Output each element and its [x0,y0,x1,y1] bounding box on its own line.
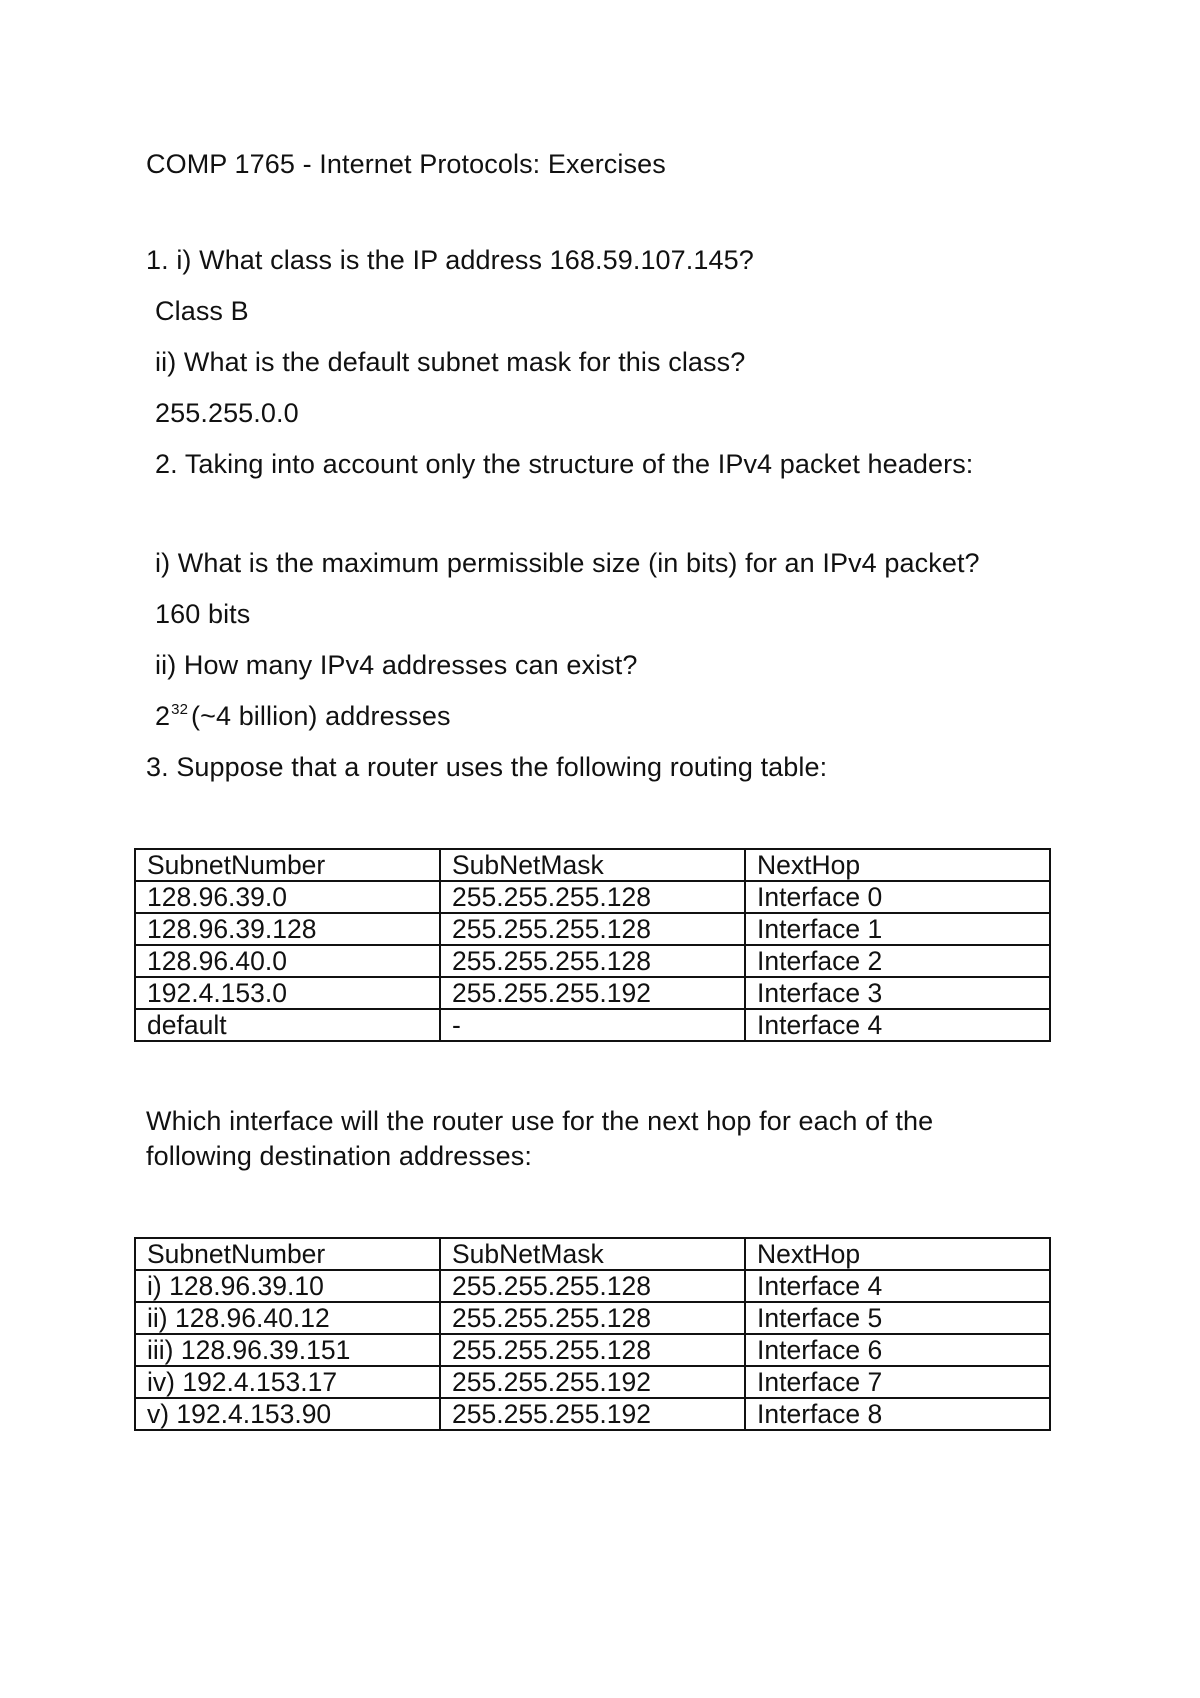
answer-2-ii-base: 2 [155,701,171,731]
answer-1-i: Class B [155,296,249,326]
question-1-i: 1. i) What class is the IP address 168.59.107.145? [146,245,754,275]
cell-subnet-mask: 255.255.255.128 [440,913,745,945]
header-subnet-number: SubnetNumber [135,1238,440,1270]
cell-next-hop: Interface 3 [745,977,1050,1009]
cell-next-hop: Interface 8 [745,1398,1050,1430]
cell-subnet-number: iv) 192.4.153.17 [135,1366,440,1398]
cell-subnet-mask: 255.255.255.128 [440,1270,745,1302]
cell-subnet-number: 128.96.39.128 [135,913,440,945]
answer-2-ii-rest: (~4 billion) addresses [191,701,451,731]
table-row [135,945,1050,977]
table-row [135,977,1050,1009]
table-row [135,1334,1050,1366]
cell-subnet-number: ii) 128.96.40.12 [135,1302,440,1334]
table-row [135,1302,1050,1334]
cell-next-hop: Interface 4 [745,1270,1050,1302]
header-subnet-mask: SubNetMask [440,849,745,881]
cell-subnet-mask: 255.255.255.192 [440,1398,745,1430]
document-title: COMP 1765 - Internet Protocols: Exercises [146,149,666,179]
cell-next-hop: Interface 2 [745,945,1050,977]
routing-table [134,848,1051,1042]
cell-next-hop: Interface 7 [745,1366,1050,1398]
table-row [135,1366,1050,1398]
table-row [135,1009,1050,1041]
answer-2-ii [155,700,451,737]
header-next-hop: NextHop [745,849,1050,881]
cell-subnet-number: i) 128.96.39.10 [135,1270,440,1302]
question-2-intro: 2. Taking into account only the structure of the IPv4 packet headers: [155,449,974,479]
table-row [135,913,1050,945]
table-header-row [135,1238,1050,1270]
cell-next-hop: Interface 1 [745,913,1050,945]
cell-subnet-mask: 255.255.255.128 [440,1302,745,1334]
question-1-ii: ii) What is the default subnet mask for this class? [155,347,746,377]
cell-next-hop: Interface 4 [745,1009,1050,1041]
cell-next-hop: Interface 6 [745,1334,1050,1366]
cell-subnet-number: 128.96.39.0 [135,881,440,913]
table-row [135,1270,1050,1302]
cell-subnet-number: 128.96.40.0 [135,945,440,977]
cell-subnet-number: v) 192.4.153.90 [135,1398,440,1430]
cell-subnet-mask: 255.255.255.192 [440,1366,745,1398]
question-2-i: i) What is the maximum permissible size (in bits) for an IPv4 packet? [155,548,980,578]
table-row [135,1398,1050,1430]
question-3-line-2: following destination addresses: [146,1141,532,1171]
question-3-intro: 3. Suppose that a router uses the following routing table: [146,752,828,782]
table-header-row [135,849,1050,881]
cell-subnet-number: 192.4.153.0 [135,977,440,1009]
cell-next-hop: Interface 5 [745,1302,1050,1334]
cell-subnet-mask: - [440,1009,745,1041]
cell-subnet-mask: 255.255.255.128 [440,1334,745,1366]
header-subnet-mask: SubNetMask [440,1238,745,1270]
question-3-line-1: Which interface will the router use for the next hop for each of the [146,1106,934,1136]
header-next-hop: NextHop [745,1238,1050,1270]
question-2-ii: ii) How many IPv4 addresses can exist? [155,650,638,680]
answer-2-ii-exponent: 32 [171,701,189,718]
answer-1-ii: 255.255.0.0 [155,398,299,428]
cell-subnet-mask: 255.255.255.128 [440,945,745,977]
cell-subnet-mask: 255.255.255.192 [440,977,745,1009]
header-subnet-number: SubnetNumber [135,849,440,881]
cell-subnet-mask: 255.255.255.128 [440,881,745,913]
table-row [135,881,1050,913]
destination-table [134,1237,1051,1431]
answer-2-i: 160 bits [155,599,251,629]
cell-next-hop: Interface 0 [745,881,1050,913]
cell-subnet-number: default [135,1009,440,1041]
cell-subnet-number: iii) 128.96.39.151 [135,1334,440,1366]
